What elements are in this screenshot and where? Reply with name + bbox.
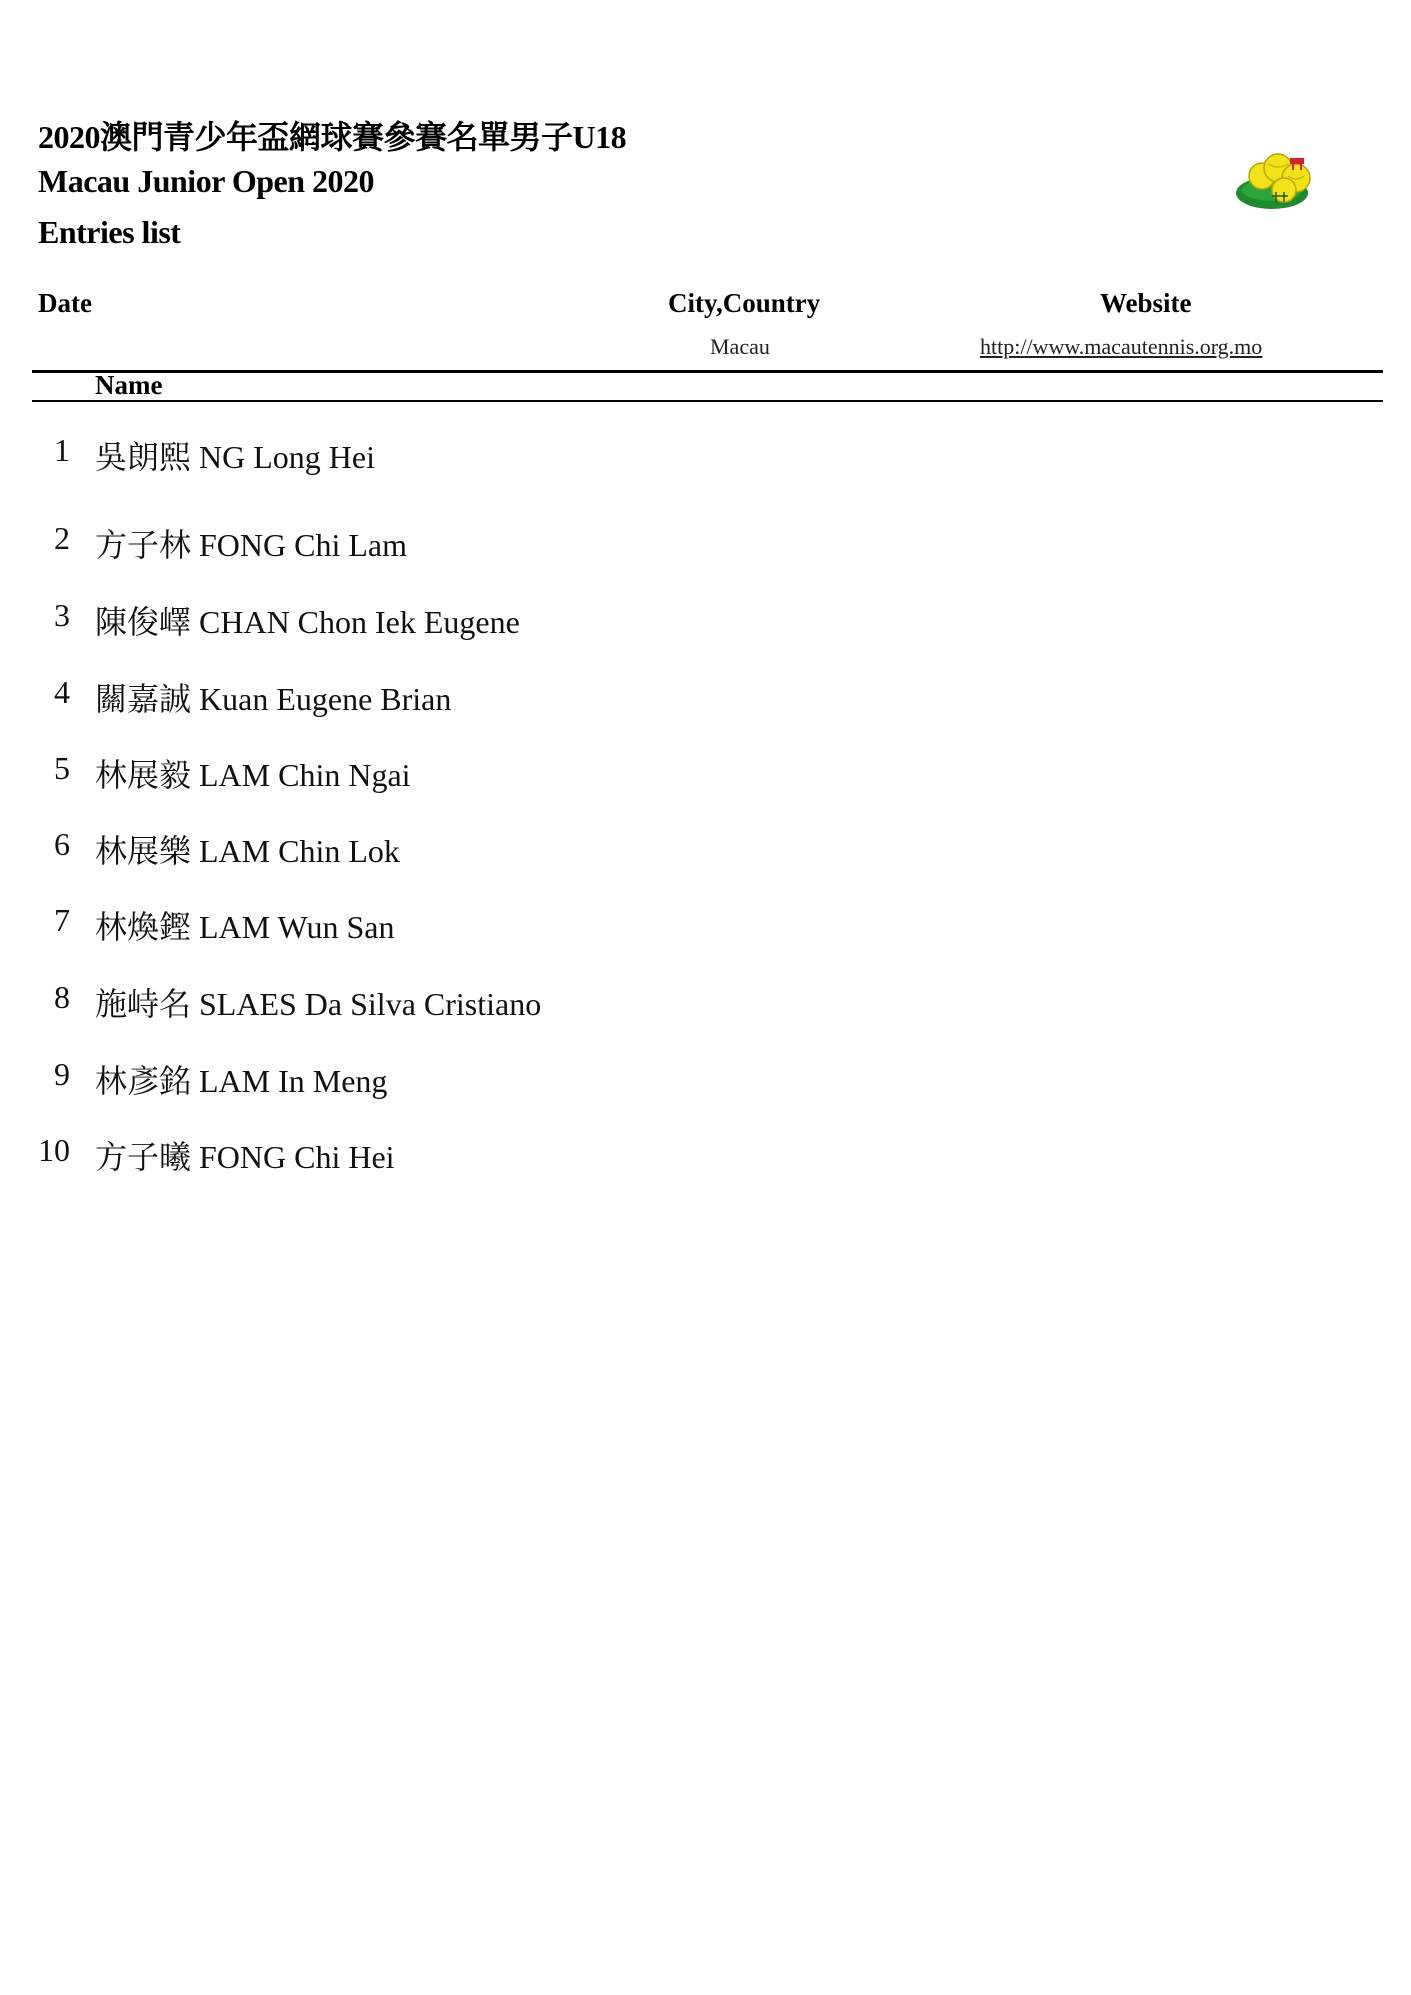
title-english: Macau Junior Open 2020 <box>38 163 374 199</box>
list-item <box>0 520 800 570</box>
entry-name: 關嘉誠 Kuan Eugene Brian <box>95 681 452 717</box>
entry-name: 林煥鏗 LAM Wun San <box>95 909 395 945</box>
entry-name: 方子林 FONG Chi Lam <box>95 527 408 563</box>
list-item <box>0 674 800 724</box>
entry-name: 吳朗熙 NG Long Hei <box>95 439 375 475</box>
entry-number: 10 <box>38 1132 70 1168</box>
city-value: Macau <box>710 334 770 359</box>
city-country-header: City,Country <box>668 288 821 318</box>
list-item <box>0 979 800 1029</box>
entry-number: 1 <box>54 432 70 468</box>
website-header: Website <box>1100 288 1192 318</box>
subtitle-entries-list: Entries list <box>38 214 181 250</box>
entry-name: 林彥銘 LAM In Meng <box>95 1063 388 1099</box>
entry-number: 7 <box>54 902 70 938</box>
entry-number: 2 <box>54 520 70 556</box>
list-item <box>0 826 800 876</box>
list-item <box>0 1056 800 1106</box>
header-divider-top <box>32 370 1383 373</box>
title-chinese: 2020澳門青少年盃網球賽參賽名單男子U18 <box>38 119 627 155</box>
entry-number: 5 <box>54 750 70 786</box>
entry-name: 施峙名 SLAES Da Silva Cristiano <box>95 986 542 1022</box>
macau-tennis-logo-icon <box>1232 146 1322 216</box>
name-column-header: Name <box>95 370 163 400</box>
website-link[interactable]: http://www.macautennis.org.mo <box>980 334 1263 359</box>
list-item <box>0 597 800 647</box>
entry-number: 9 <box>54 1056 70 1092</box>
entry-number: 3 <box>54 597 70 633</box>
date-header: Date <box>38 288 92 318</box>
entry-name: 林展毅 LAM Chin Ngai <box>95 757 411 793</box>
list-item <box>0 902 800 952</box>
entry-number: 6 <box>54 826 70 862</box>
list-item <box>0 750 800 800</box>
header-divider-bottom <box>32 400 1383 402</box>
entry-name: 林展樂 LAM Chin Lok <box>95 833 400 869</box>
entry-number: 4 <box>54 674 70 710</box>
entry-name: 陳俊嶧 CHAN Chon Iek Eugene <box>95 604 520 640</box>
list-item <box>0 1132 800 1182</box>
entry-number: 8 <box>54 979 70 1015</box>
entry-name: 方子曦 FONG Chi Hei <box>95 1139 395 1175</box>
list-item <box>0 432 800 482</box>
